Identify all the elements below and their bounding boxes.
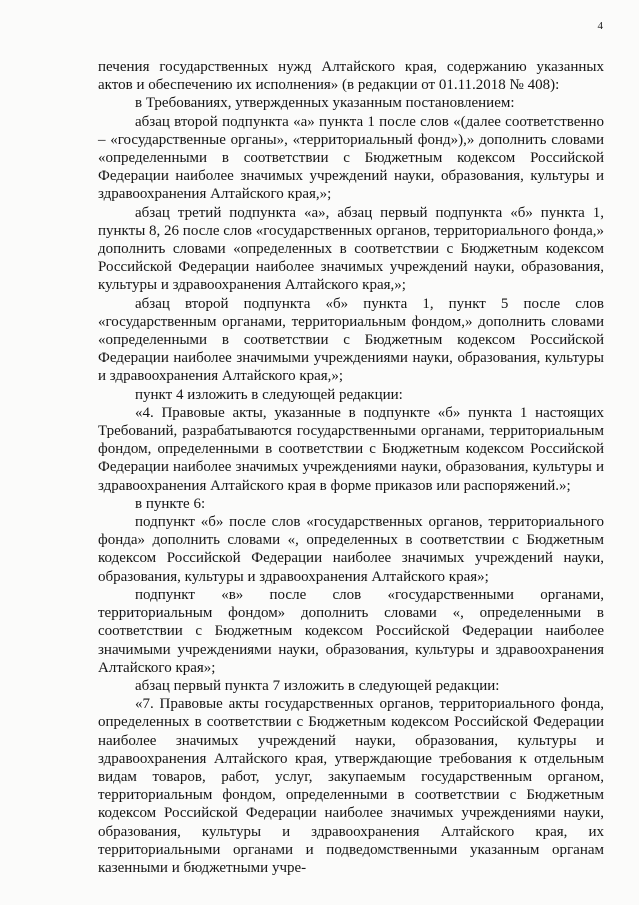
paragraph-11: абзац первый пункта 7 изложить в следующей редакции: <box>135 677 500 694</box>
document-body <box>98 58 604 877</box>
paragraph-9: подпункт «б» после слов «государственных органов, территориального фонда» дополнить словами «, определенных в соответствии с Бюджетным кодексом Российской Федерации наиболее значимых учреждений науки, образования, культуры и здравоохранения Алтайского края»; <box>98 514 604 585</box>
paragraph-5: абзац второй подпункта «б» пункта 1, пункт 5 после слов «государственным органами, территориальным фондом,» дополнить словами «определенными в соответствии с Бюджетным кодексом Российской Федерации наиболее значимыми учреждениями науки, образования, культуры и здравоохранения Алтайского края,»; <box>98 295 604 385</box>
paragraph-2: в Требованиях, утвержденных указанным постановлением: <box>135 95 515 112</box>
paragraph-10: подпункт «в» после слов «государственными органами, территориальным фондом» дополнить словами «, определенными в соответствии с Бюджетным кодексом Российской Федерации наиболее значимыми учреждениями науки, образования, культуры и здравоохранения Алтайского края»; <box>98 586 604 676</box>
paragraph-8: в пункте 6: <box>135 495 206 512</box>
paragraph-12: «7. Правовые акты государственных органов, территориального фонда, определенных в соответствии с Бюджетным кодексом Российской Федерации наиболее значимых учреждений науки, образования, культуры и здравоохранения Алтайского края, утверждающие требования к отдельным видам товаров, работ, услуг, закупаемым государственным органом, территориальным фондом, определенными в соответствии с Бюджетным кодексом Российской Федерации наиболее значимых учреждениями науки, образования, культуры и здравоохранения Алтайского края, их территориальными органами и подведомственными указанным органам казенными и бюджетными учре- <box>98 696 604 876</box>
paragraph-1: печения государственных нужд Алтайского края, содержанию указанных актов и обеспечению их исполнения» (в редакции от 01.11.2018 № 408): <box>98 59 604 94</box>
page-number: 4 <box>597 20 603 32</box>
paragraph-7: «4. Правовые акты, указанные в подпункте «б» пункта 1 настоящих Требований, разрабатываются государственными органами, территориальным фондом, определенными в соответствии с Бюджетным кодексом Российской Федерации наиболее значимых учреждениями науки, образования, культуры и здравоохранения Алтайского края в форме приказов или распоряжений.»; <box>98 404 604 494</box>
paragraph-4: абзац третий подпункта «а», абзац первый подпункта «б» пункта 1, пункты 8, 26 после слов «государственных органов, территориального фонда,» дополнить словами «определенных в соответствии с Бюджетным кодексом Российской Федерации наиболее значимых учреждений науки, образования, культуры и здравоохранения Алтайского края,»; <box>98 204 604 294</box>
paragraph-3: абзац второй подпункта «а» пункта 1 после слов «(далее соответственно – «государственные органы», «территориальный фонд»),» дополнить словами «определенными в соответствии с Бюджетным кодексом Российской Федерации наиболее значимых учреждений науки, образования, культуры и здравоохранения Алтайского края,»; <box>98 113 604 203</box>
paragraph-6: пункт 4 изложить в следующей редакции: <box>135 386 403 403</box>
